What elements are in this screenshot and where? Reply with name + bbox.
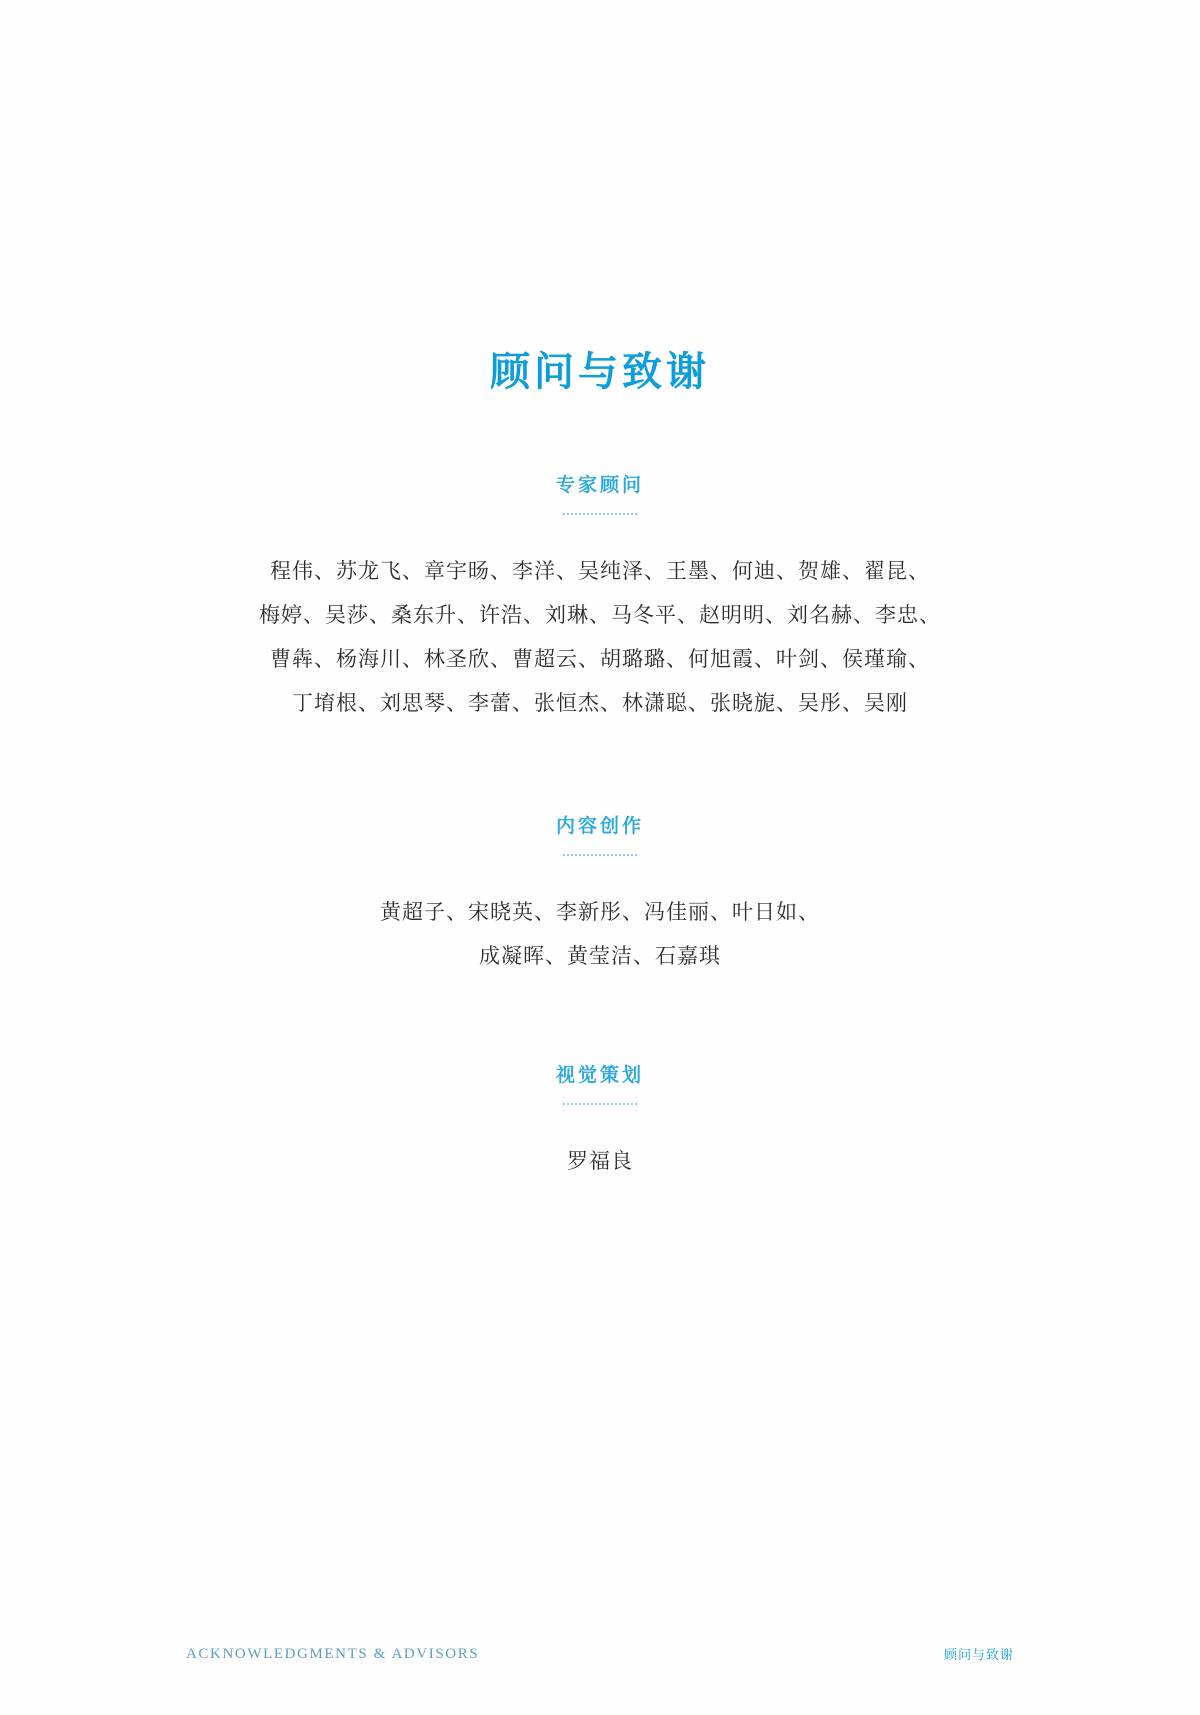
name-line: 成凝晖、黄莹洁、石嘉琪	[479, 944, 721, 968]
page-title: 顾问与致谢	[490, 349, 710, 395]
name-line: 黄超子、宋晓英、李新彤、冯佳丽、叶日如、	[380, 900, 820, 924]
heading-dotted-rule	[563, 850, 637, 856]
name-line: 程伟、苏龙飞、章宇旸、李洋、吴纯泽、王墨、何迪、贺雄、翟昆、	[270, 559, 930, 583]
section-heading: 内容创作	[555, 815, 644, 837]
name-list	[0, 1139, 1200, 1183]
page-footer	[0, 1595, 1200, 1715]
name-line: 丁堉根、刘思琴、李蕾、张恒杰、林潇聪、张晓旎、吴彤、吴刚	[292, 691, 908, 715]
heading-dotted-rule	[563, 1099, 637, 1105]
name-line: 梅婷、吴莎、桑东升、许浩、刘琳、马冬平、赵明明、刘名赫、李忠、	[259, 603, 941, 627]
name-list	[0, 890, 1200, 978]
section-visual-planning	[0, 1060, 1200, 1183]
name-line: 曹犇、杨海川、林圣欣、曹超云、胡璐璐、何旭霞、叶剑、侯瑾瑜、	[270, 647, 930, 671]
footer-left-label: ACKNOWLEDGMENTS & ADVISORS	[186, 1646, 480, 1662]
heading-dotted-rule	[563, 509, 637, 515]
name-list	[0, 549, 1200, 725]
name-line: 罗福良	[567, 1149, 633, 1173]
sections-container	[0, 470, 1200, 1183]
section-spacer	[0, 725, 1200, 811]
section-expert-advisors	[0, 470, 1200, 725]
footer-right-label: 顾问与致谢	[943, 1648, 1014, 1663]
section-heading: 视觉策划	[555, 1064, 644, 1086]
section-spacer	[0, 978, 1200, 1060]
section-heading: 专家顾问	[555, 474, 644, 496]
section-content-creation	[0, 811, 1200, 978]
